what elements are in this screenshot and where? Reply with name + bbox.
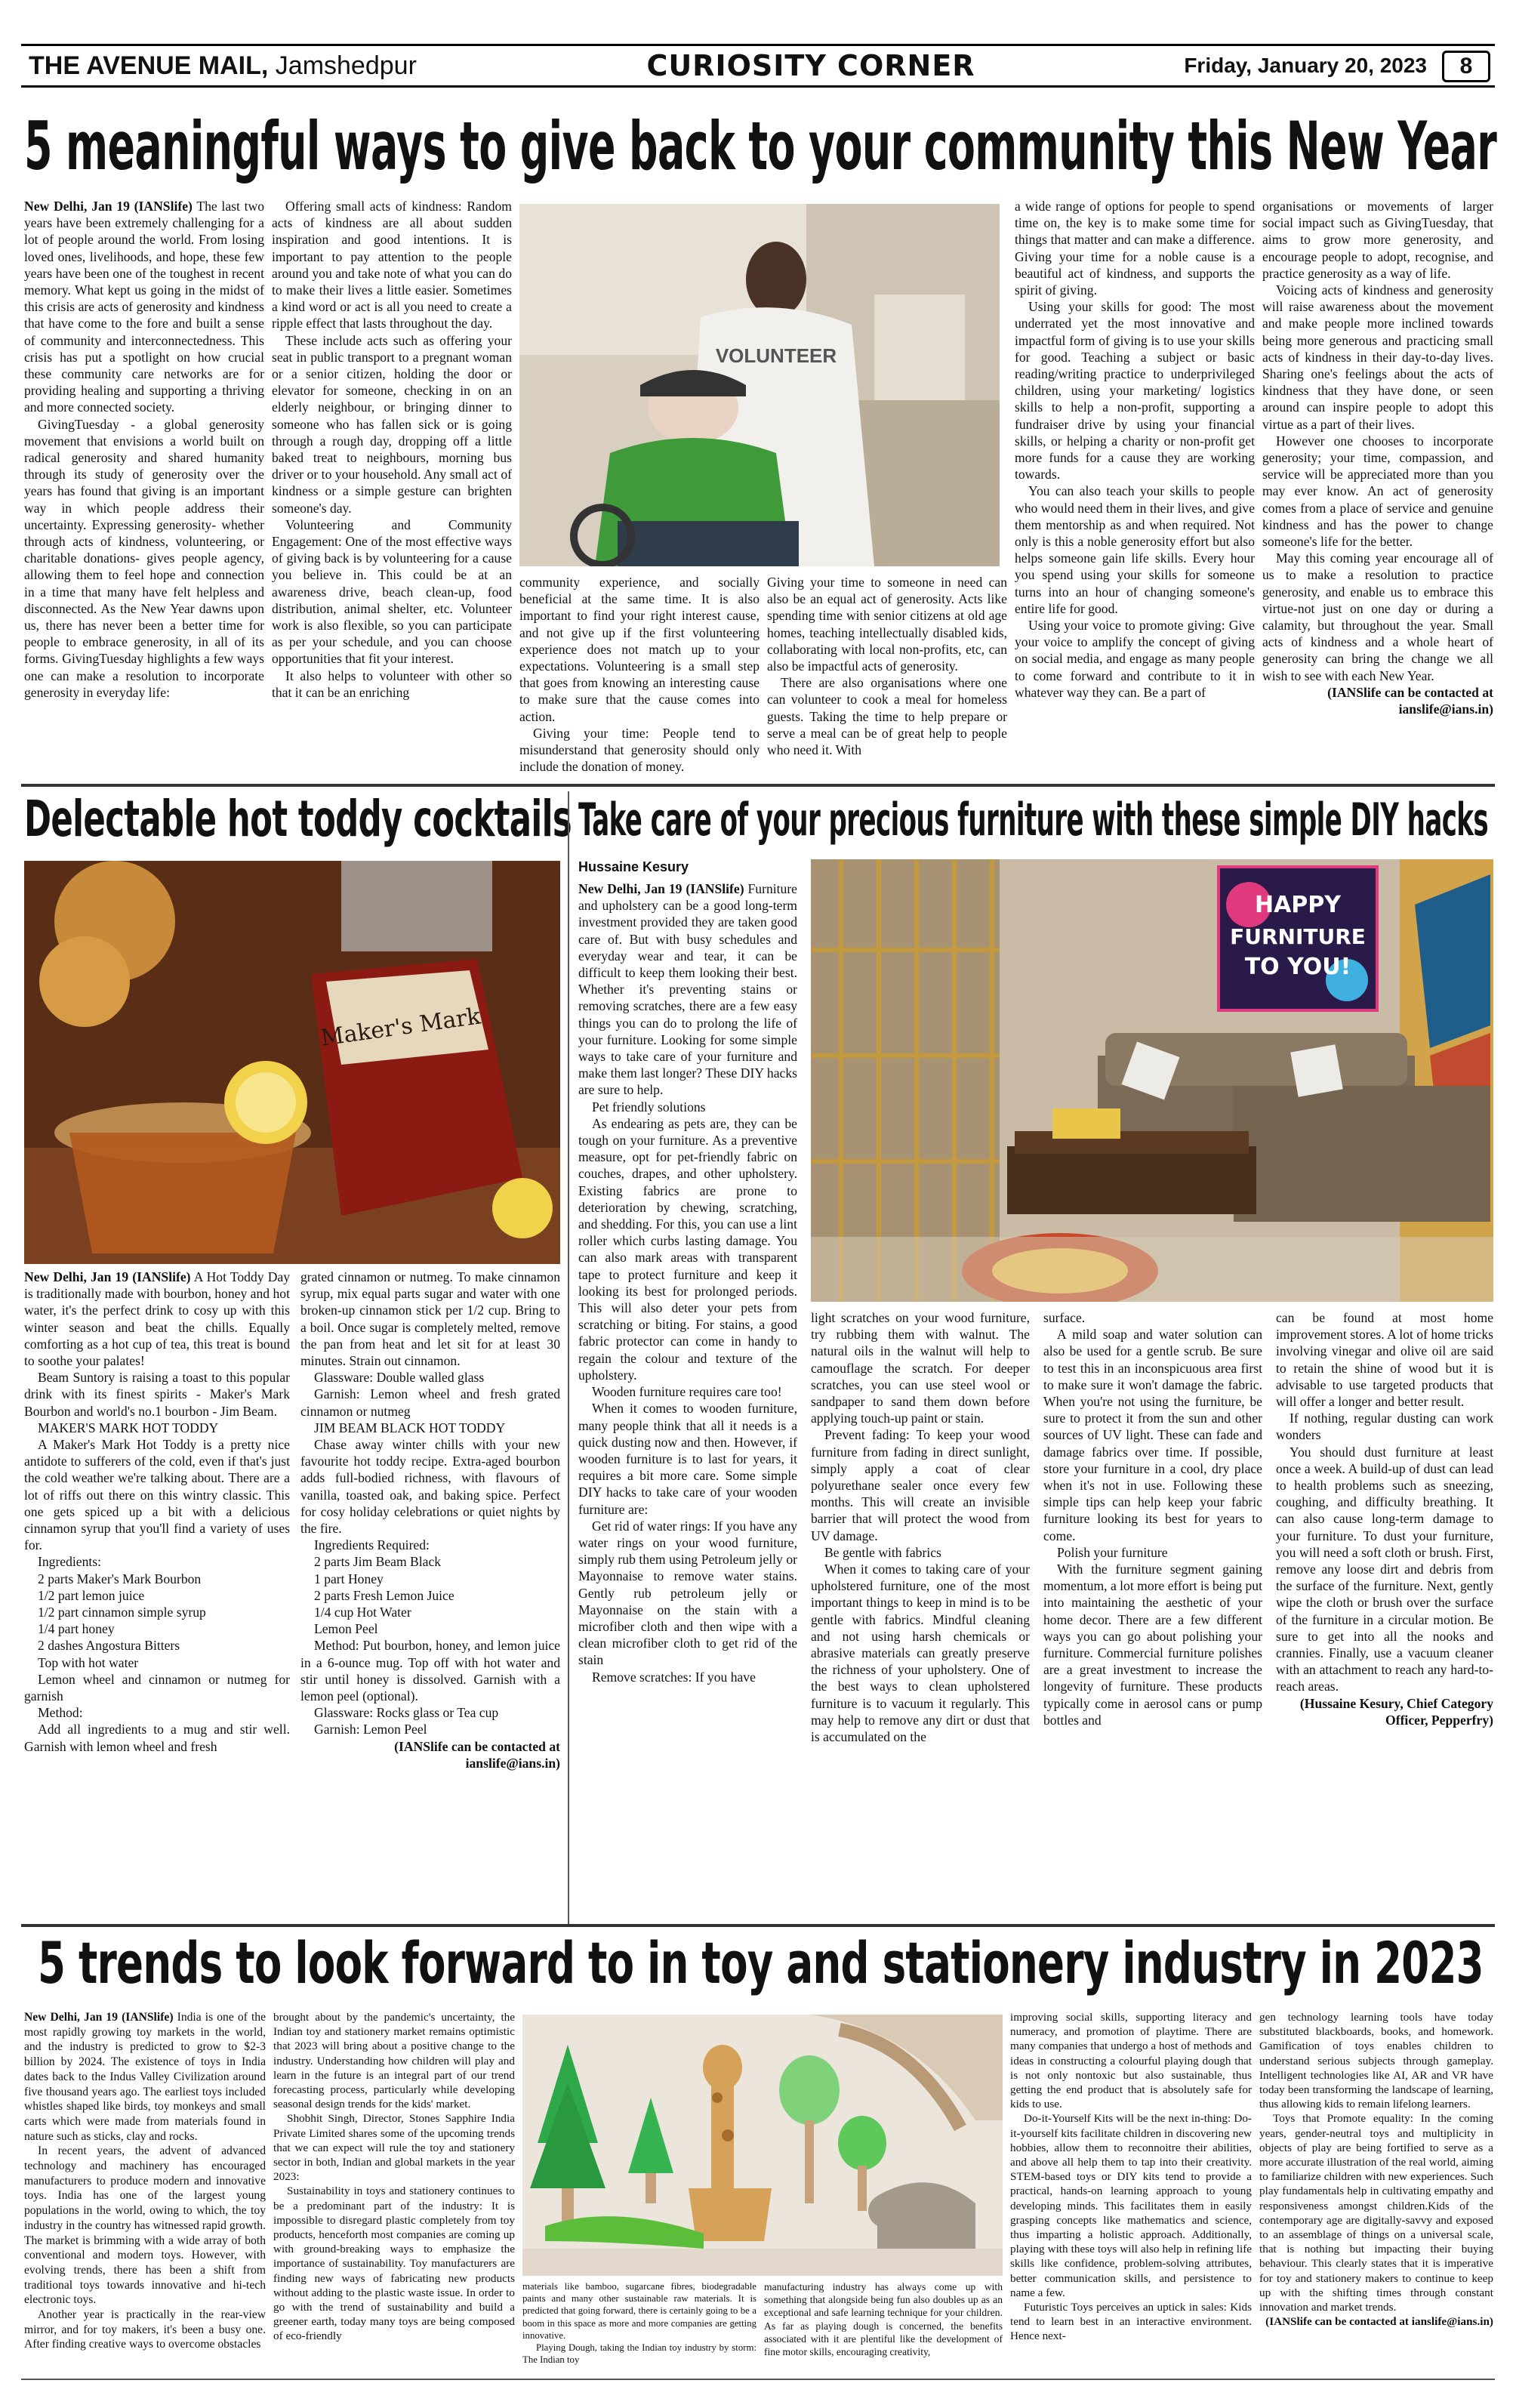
article4-para: Another year is practically in the rear-view mirror, and for toy makers, it's been a busy one. After finding creative ways to overcome obstacles [24, 2308, 266, 2351]
article1-headline: 5 meaningful ways to give back to your community this New Year [24, 107, 1497, 185]
masthead [21, 44, 1495, 88]
article3-col3 [1043, 1309, 1262, 1883]
article2-para: 1/2 part lemon juice [38, 1587, 145, 1603]
section-divider [21, 784, 1495, 787]
page-bottom-rule [21, 2379, 1495, 2380]
issue-date: Friday, January 20, 2023 [1184, 54, 1427, 77]
article2-para: Ingredients Required: [314, 1537, 430, 1553]
article1-para: May this coming year encourage all of us to make a resolution to practice generosity, and enable us to embrace this virtue-not just on one day or during a calamity, but throughout the year. Small acts of kindness and a whole heart of generosity can bring the change we all wish to see with each New Year. [1262, 550, 1493, 683]
article4-para: In recent years, the advent of advanced technology and machinery has encouraged manufacturers to produce modern and innovative toys. India has one of the largest young populations in the world, owing to which, the toy industry in the country has witnessed rapid growth. The market is brimming with a wide array of both conventional and modern toys. However, with evolving trends, there has been a shift from traditional toys towards innovative and hi-tech electronic toys. [24, 2144, 266, 2307]
article2-para: Method: [38, 1705, 83, 1721]
article4-col3 [522, 2280, 756, 2365]
article1-para: The last two years have been extremely challenging for a lot of people around the world. From losing loved ones, livelihoods, and hope, these few years have been one of the toughest in recent memory. What kept us going in the midst of this crisis are acts of generosity and kindness that have come to the fore and built a sense of community and interconnectedness. This crisis has put a spotlight on how crucial these community care networks are for providing healing and supporting a thriving and more connected society. [24, 199, 264, 415]
article4-para: Futuristic Toys perceives an uptick in sales: Kids tend to learn best in an interactive environment. Hence next- [1010, 2301, 1252, 2343]
article3-para: If nothing, regular dusting can work wonders [1276, 1411, 1493, 1443]
article1-para: a wide range of options for people to spend time on, the key is to make some time for things that matter and can make a difference. Giving your time for a noble cause is a beautiful act of kindness, and supports the spirit of giving. [1015, 199, 1255, 298]
wooden-toys-photo [522, 2015, 1003, 2276]
article2-col2 [300, 1269, 560, 1880]
article1-para: These include acts such as offering your seat in public transport to a pregnant woman or a senior citizen, holding the door or elevator for someone, checking in on an elderly neighbour, or bringing dinner to someone who has fallen sick or is going through a rough day, dropping off a little baked treat to neighbours, morning bus driver or to your household. Any small act of kindness or a simple gesture can brighten someone's day. [272, 332, 512, 516]
article4-para: gen technology learning tools have today substituted blackboards, books, and homework. Gamification of toys enables children to understand serious subjects through gameplay. Intelligent technologies like AI, AR and VR have today been transforming the landscape of learning, thus allowing kids to remain lifelong learners. [1259, 2011, 1493, 2111]
paper-city: Jamshedpur [268, 51, 417, 80]
article2-para: Garnish: Lemon Peel [314, 1722, 427, 1737]
article3-para: surface. [1043, 1310, 1086, 1325]
article2-para: A Maker's Mark Hot Toddy is a pretty nice antidote to sufferers of the cold, even if that's just the cold weather we're talking about. There are a lot of riffs out there on this wintry classic. This one gets spiced up a bit with a delicious cinnamon syrup that you'll find a variety of uses for. [24, 1437, 290, 1553]
section-divider [21, 1924, 1495, 1927]
article4-col2 [273, 2010, 515, 2365]
paper-name: THE AVENUE MAIL, Jamshedpur [29, 51, 417, 80]
column-divider [568, 791, 569, 1924]
article2-para: 1/4 cup Hot Water [314, 1605, 411, 1620]
article2-para: 1 part Honey [314, 1571, 384, 1586]
volunteer-shirt-text: VOLUNTEER [715, 344, 837, 367]
article4-col5 [1010, 2010, 1252, 2365]
poster-line-2: FURNITURE [1230, 924, 1366, 949]
article3-headline: Take care of your precious furniture with these simple DIY hacks [578, 794, 1489, 846]
article1-col6 [1262, 198, 1493, 817]
article2-para: 2 parts Maker's Mark Bourbon [38, 1571, 202, 1586]
section-title: CURIOSITY CORNER [646, 49, 975, 82]
article4-para: materials like bamboo, sugarcane fibres, biodegradable paints and many other sustainable raw materials. It is predicted that going forward, there is certainly going to be a boom in this space as more and more companies are getting innovative. [522, 2281, 756, 2341]
article2-para: 2 parts Jim Beam Black [314, 1554, 442, 1570]
article1-signoff: (IANSlife can be contacted at ianslife@ians.in) [1327, 684, 1493, 717]
article4-para: Do-it-Yourself Kits will be the next in-thing: Do-it-yourself kits facilitate children in discovering new hobbies, allow them to reconnoitre their abilities, and above all help them to tap into their creativity. STEM-based toys or DIY kits tend to provide a practical, hands-on learning approach to young developing minds. This facilitates them in easily grasping concepts like mathematics and science, thus imparting a holistic approach. Additionally, playing with these toys will also help in refining life skills like confidence, problem-solving attributes, better communication skills, and persistence to name a few. [1010, 2112, 1252, 2299]
furniture-photo [811, 859, 1493, 1302]
article3-col2 [811, 1309, 1030, 1883]
article4-para: manufacturing industry has always come up with something that alongside being fun also doubles up as an exceptional and safe learning technique for your children. As far as playing dough is concerned, the benefits associated with it are plentiful like the development of fine motor skills, encouraging creativity, [764, 2281, 1003, 2358]
article3-para: When it comes to taking care of your upholstered furniture, one of the most important things to keep in mind is to be gentle with fabrics. Mindful cleaning and not using harsh chemicals or abrasive materials can greatly preserve the richness of your upholstery. One of the best ways to clean upholstered furniture is to vacuum it regularly. This may help to remove any dirt or dust that is accumulated on the [811, 1562, 1030, 1745]
article1-para: community experience, and socially beneficial at the same time. It is also important to find your right interest cause, and not give up if the first volunteering experience does not match up to your expectations. Volunteering is a small step that goes from knowing an interesting cause to make sure that the cause comes into action. [519, 575, 760, 724]
article2-para: Ingredients: [38, 1554, 102, 1570]
hot-toddy-photo [24, 861, 560, 1264]
article2-para: A Hot Toddy Day is traditionally made with bourbon, honey and hot water, it's the perfect drink to cosy up with this winter season and beat the chills. Equally comforting as a hot cup of tea, this treat is bound to soothe your palates! [24, 1269, 290, 1369]
article3-col4 [1276, 1309, 1493, 1883]
article1-para: organisations or movements of larger social impact such as GivingTuesday, that aims to grow more generosity, and encourage people to adopt, recognise, and practice generosity as a way of life. [1262, 199, 1493, 281]
article1-para: GivingTuesday - a global generosity movement that envisions a world built on radical generosity and shared humanity through its study of generosity over the years has found that giving is an important way in which people address their uncertainty. Expressing generosity- whether through acts of kindness, volunteering, or charitable donations- gives people agency, allowing them to feel hope and connection in a time that many have felt helpless and disconnected. As the New Year dawns upon us, there has never been a better time for people to embrace generosity, in all of its forms. GivingTuesday highlights a few ways one can make a resolution to incorporate generosity in everyday life: [24, 416, 264, 700]
article3-para: A mild soap and water solution can also be used for a gentle scrub. Be sure to test this in an inconspicuous area first to make sure it won't damage the fabric. When you're not using the furniture, be sure to protect it from the sun and other sources of UV light. These can fade and damage fabrics over time. If possible, store your furniture in a cool, dry place when it's not in use. Following these simple tips can help keep your fabric furniture looking its best for years to come. [1043, 1327, 1262, 1543]
article3-para: Pet friendly solutions [592, 1099, 706, 1115]
page-number: 8 [1442, 51, 1490, 82]
article3-para: Prevent fading: To keep your wood furniture from fading in direct sunlight, simply apply a coat of clear polyurethane sealer once every few months. This will create an invisible barrier that will protect the wood from UV damage. [811, 1427, 1030, 1543]
article3-para: can be found at most home improvement stores. A lot of home tricks involving vinegar and olive oil are said to retain the shine of wood but it is advisable to use targeted products that will offer a longer and better result. [1276, 1310, 1493, 1410]
article2-para: Garnish: Lemon wheel and fresh grated cinnamon or nutmeg [300, 1386, 560, 1419]
article4-para: Shobhit Singh, Director, Stones Sapphire India Private Limited shares some of the upcoming trends that we can expect will rule the toy and stationery sector in both, Indian and global markets in the year 2023: [273, 2112, 515, 2184]
article2-signoff: (IANSlife can be contacted at ianslife@ians.in) [394, 1738, 560, 1771]
article1-para: Giving your time: People tend to misunderstand that generosity should only include the donation of money. [519, 725, 760, 775]
article4-para: Playing Dough, taking the Indian toy industry by storm: The Indian toy [522, 2342, 756, 2365]
article3-para: Get rid of water rings: If you have any water rings on your wood furniture, simply rub them using Petroleum jelly or Mayonnaise to remove water stains. Gently rub petroleum jelly or Mayonnaise on the stain with a microfiber cloth and then wipe with a clean microfiber cloth to get rid of the stain [578, 1518, 797, 1668]
article3-col1 [578, 880, 797, 1885]
article4-col6 [1259, 2010, 1493, 2365]
article3-para: Remove scratches: If you have [592, 1669, 756, 1685]
article3-dateline: New Delhi, Jan 19 (IANSlife) [578, 881, 744, 896]
article4-col4 [764, 2280, 1003, 2365]
article4-para: India is one of the most rapidly growing toy markets in the world, and the industry is predicted to grow to $2-3 billion by 2024. The existence of toys in India dates back to the Indus Valley Civilization around five thousand years ago. The earliest toys included whistles shaped like birds, toy monkeys and small carts which were made from materials found in nature such as sticks, clay and rocks. [24, 2011, 266, 2143]
article4-dateline: New Delhi, Jan 19 (IANSlife) [24, 2011, 174, 2024]
article1-para: Voicing acts of kindness and generosity will raise awareness about the movement and make people more inclined towards being more generous and practicing small acts of kindness in their day-to-day lives. Sharing one's feelings about the acts of kindness that they have done, or seen around can inspire people to adopt this virtue as a part of their lives. [1262, 282, 1493, 432]
article1-para: Volunteering and Community Engagement: One of the most effective ways of giving back is by volunteering for a cause you believe in. This could be at an awareness drive, beach clean-up, food distribution, animal shelter, etc. Volunteer work is also flexible, so you can participate as per your schedule, and you can choose opportunities that fit your interest. [272, 516, 512, 667]
volunteer-photo [519, 204, 1000, 566]
article1-para: Using your voice to promote giving: Give your voice to amplify the concept of giving on social media, and engage as many people to come forward and contribute to it in whatever way they can. Be a part of [1015, 618, 1255, 700]
article3-para: Polish your furniture [1057, 1544, 1168, 1560]
article1-para: Using your skills for good: The most underrated yet the most innovative and impactful form of giving is to use your skills for good. Teaching a subject or basic reading/writing practice to underprivileged children, using your marketing/ logistics skills to help a non-profit, supporting a fundraiser drive by using your financial skills, or helping a charity or non-profit get more funds for a cause they are working towards. [1015, 299, 1255, 483]
article2-para: grated cinnamon or nutmeg. To make cinnamon syrup, mix equal parts sugar and water with one broken-up cinnamon stick per 1/2 cup. Bring to a boil. Once sugar is completely melted, remove the pan from heat and let sit for at least 30 minutes. Strain out cinnamon. [300, 1269, 560, 1369]
article1-para: However one chooses to incorporate generosity; your time, compassion, and service will be appreciated more than you may ever know. An act of generosity comes from a place of service and genuine kindness and has the power to change someone's life for the better. [1262, 433, 1493, 550]
article3-para: light scratches on your wood furniture, try rubbing them with walnut. The natural oils in the walnut will help to camouflage the scratch. For deeper scratches, you can use steel wool or sandpaper to sand them down before applying touch-up paint or stain. [811, 1310, 1030, 1426]
article3-byline: Hussaine Kesury [578, 859, 689, 874]
article1-col2 [272, 198, 512, 817]
article3-para: When it comes to wooden furniture, many people think that all it needs is a quick dusting now and then. However, if wooden furniture is to last for years, it requires a bit more care. Some simple DIY hacks to take care of your wooden furniture are: [578, 1401, 797, 1517]
article2-para: Method: Put bourbon, honey, and lemon juice in a 6-ounce mug. Top off with hot water and stir until honey is dissolved. Garnish with a lemon peel (optional). [300, 1638, 560, 1704]
article2-para: 1/4 part honey [38, 1621, 115, 1637]
article2-para: 2 dashes Angostura Bitters [38, 1638, 180, 1654]
article3-para: Be gentle with fabrics [824, 1544, 941, 1560]
poster-line-3: TO YOU! [1244, 954, 1351, 980]
article1-para: You can also teach your skills to people who would need them in their lives, and give them mentorship as and when required. Not only is this a noble generosity effort but also helps someone gain life skills. Every hour you spend using your skills for someone turns into an hour of changing someone's entire life for good. [1015, 483, 1255, 616]
article2-para: Lemon Peel [314, 1621, 378, 1637]
article3-para: With the furniture segment gaining momentum, a lot more effort is being put into maintaining the aesthetic of your home decor. There are a few different ways you can go about polishing your furniture. Commercial furniture polishes are a great investment to increase the longevity of furniture. These products typically come in aerosol cans or pump bottles and [1043, 1562, 1262, 1728]
article2-para: Top with hot water [38, 1654, 139, 1670]
article1-para: Giving your time to someone in need can also be an equal act of generosity. Acts like spending time with senior citizens at old age homes, teaching intellectually disabled kids, collaborating with local non-profits, etc, can also be impactful acts of generosity. [767, 575, 1007, 674]
article4-signoff: (IANSlife can be contacted at ianslife@ians.in) [1265, 2315, 1493, 2329]
article1-col5 [1015, 198, 1255, 817]
article3-para: As endearing as pets are, they can be tough on your furniture. As a preventive measure, opt for pet-friendly fabric on couches, drapes, and other upholstery. Existing fabrics are prone to deterioration by chewing, scratching, and shedding. For this, you can use a lint roller which curbs lasting damage. You can also mark areas with transparent tape to protect furniture and keep it looking its best for prolonged periods. This will also deter your pets from scratching or biting. For stains, a good fabric protector can come in handy to regain the colour and texture of the upholstery. [578, 1115, 797, 1383]
article1-col1 [24, 198, 264, 817]
article3-para: Furniture and upholstery can be a good long-term investment provided they are taken good care of. But with busy schedules and everyday wear and tear, it can be difficult to keep them looking their best. Whether it's preventing stains or removing scratches, there are a few easy things you can do to prolong the life of your furniture. Looking for some simple ways to take care of your furniture and make them last longer? These DIY hacks are sure to help. [578, 881, 797, 1098]
article2-headline: Delectable hot toddy cocktails [24, 790, 572, 848]
article2-para: Add all ingredients to a mug and stir well. Garnish with lemon wheel and fresh [24, 1722, 290, 1754]
article3-signoff: (Hussaine Kesury, Chief Category Officer, Pepperfry) [1299, 1695, 1493, 1728]
article4-headline: 5 trends to look forward to in toy and stationery industry in 2023 [38, 1929, 1484, 1996]
article2-para: Beam Suntory is raising a toast to this popular drink with its finest spirits - Maker's Mark Bourbon and world's no.1 bourbon - Jim Beam. [24, 1370, 290, 1419]
article4-para: improving social skills, supporting literacy and numeracy, and promotion of playtime. There are many companies that undergo a host of methods and ideas in constructing a colourful playing dough that is not only nontoxic but also sustainable, thus getting the end product that is absolutely safe for kids to use. [1010, 2011, 1252, 2111]
article2-para: 2 parts Fresh Lemon Juice [314, 1587, 454, 1603]
article1-para: Offering small acts of kindness: Random acts of kindness are all about sudden inspiration and good intentions. It is important to pay attention to the people around you and take note of what you can do to make their lives a little easier. Sometimes a kind word or act is all you need to create a ripple effect that lasts throughout the day. [272, 199, 512, 331]
article1-para: It also helps to volunteer with other so that it can be an enriching [272, 668, 512, 700]
article2-para: JIM BEAM BLACK HOT TODDY [314, 1420, 506, 1435]
article2-para: Chase away winter chills with your new favourite hot toddy recipe. Extra-aged bourbon adds full-bodied richness, with flavours of vanilla, toasted oak, and baking spice. Perfect for cosy holiday celebrations or quiet nights by the fire. [300, 1437, 560, 1537]
article4-col1 [24, 2010, 266, 2365]
article4-para: Sustainability in toys and stationery continues to be a predominant part of the industry: It is impossible to disregard plastic completely from toy products, henceforth most companies are coming up with ground-breaking ways to emphasize the importance of sustainability. Toy manufacturers are finding new ways of fabricating new products without adding to the plastic waste issue. In order to go with the trend of sustainability and build a greener earth, today many toys are being composed of eco-friendly [273, 2184, 515, 2343]
article4-para: brought about by the pandemic's uncertainty, the Indian toy and stationery market remains optimistic that 2023 will bring about a positive change to the industry. Understanding how children will play and learn in the future is an integral part of our trend forecasting process, particularly while developing seasonal design trends for the kids' market. [273, 2011, 515, 2111]
article2-para: Glassware: Double walled glass [314, 1370, 485, 1386]
article2-para: MAKER'S MARK HOT TODDY [38, 1420, 219, 1435]
article2-para: Lemon wheel and cinnamon or nutmeg for garnish [24, 1671, 290, 1704]
article1-dateline: New Delhi, Jan 19 (IANSlife) [24, 199, 193, 214]
bottle-label-text: Maker's Mark [319, 1003, 482, 1052]
article3-para: You should dust furniture at least once a week. A build-up of dust can lead to health problems such as sneezing, coughing, and difficulty breathing. It can also cause long-term damage to your furniture. To dust your furniture, you will need a soft cloth or brush. First, remove any loose dirt and debris from the surface of the furniture. Next, gently wipe the cloth or brush over the surface of the furniture in a circular motion. Be sure to get into all the nooks and crannies. Finally, use a vacuum cleaner with an attachment to reach any hard-to-reach areas. [1276, 1444, 1493, 1694]
poster-line-1: HAPPY [1254, 892, 1342, 918]
article2-para: 1/2 part cinnamon simple syrup [38, 1605, 206, 1620]
article3-para: Wooden furniture requires care too! [592, 1384, 782, 1400]
article2-para: Glassware: Rocks glass or Tea cup [314, 1705, 499, 1721]
article1-para: There are also organisations where one can volunteer to cook a meal for homeless guests. Taking the time to help prepare or serve a meal can be of great help to people who need it. With [767, 675, 1007, 758]
article2-dateline: New Delhi, Jan 19 (IANSlife) [24, 1269, 191, 1284]
article4-para: Toys that Promote equality: In the coming years, gender-neutral toys and multiplicity in objects of play are being fortified to serve as a more accurate illustration of the real world, aiming to familiarize children with new experiences. Such play fundamentals help in cultivating empathy and responsiveness amongst children.Kids of the contemporary age are digitally-savvy and exposed to an assemblage of things on a universal scale, that is nothing but impacting their buying behaviour. This clearly states that it is imperative for toy and stationery makers to continue to keep up with the shifting times through constant innovation and market trends. [1259, 2112, 1493, 2314]
article2-col1 [24, 1269, 290, 1880]
